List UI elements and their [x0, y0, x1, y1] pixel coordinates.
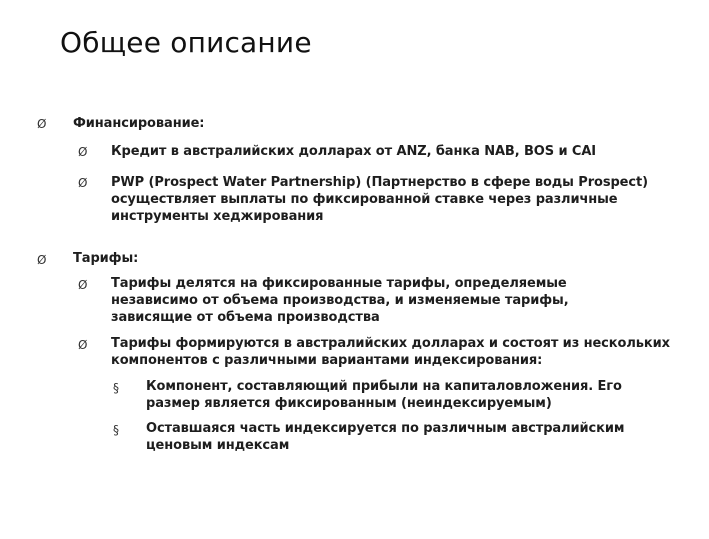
- bullet-arrow-icon: Ø: [78, 338, 88, 352]
- section-heading-tariffs: Тарифы:: [73, 251, 139, 266]
- list-item-tariffs-components: Тарифы формируются в австралийских долларах и состоят из нескольких компонентов с различными вариантами индексирования:: [111, 336, 670, 368]
- bullet-section-icon: §: [113, 381, 119, 395]
- list-item-financing-pwp: PWP (Prospect Water Partnership) (Партнерство в сфере воды Prospect) осуществляет выплаты по фиксированной ставке через различные инструменты хеджирования: [111, 175, 648, 224]
- bullet-arrow-icon: Ø: [78, 145, 88, 159]
- list-item-tariffs-split: Тарифы делятся на фиксированные тарифы, определяемые независимо от объема производства, и изменяемые тарифы, зависящие от объема производства: [111, 276, 569, 325]
- list-item-component-indexed: Оставшаяся часть индексируется по различным австралийским ценовым индексам: [146, 421, 625, 453]
- bullet-arrow-icon: Ø: [37, 117, 47, 131]
- list-item-financing-credit: Кредит в австралийских долларах от ANZ, банка NAB, BOS и CAI: [111, 144, 597, 159]
- bullet-section-icon: §: [113, 423, 119, 437]
- bullet-arrow-icon: Ø: [37, 253, 47, 267]
- list-item-component-capital: Компонент, составляющий прибыли на капиталовложения. Его размер является фиксированным (неиндексируемым): [146, 379, 622, 411]
- bullet-arrow-icon: Ø: [78, 176, 88, 190]
- section-heading-financing: Финансирование:: [73, 116, 205, 131]
- bullet-arrow-icon: Ø: [78, 278, 88, 292]
- slide-title: Общее описание: [60, 26, 312, 59]
